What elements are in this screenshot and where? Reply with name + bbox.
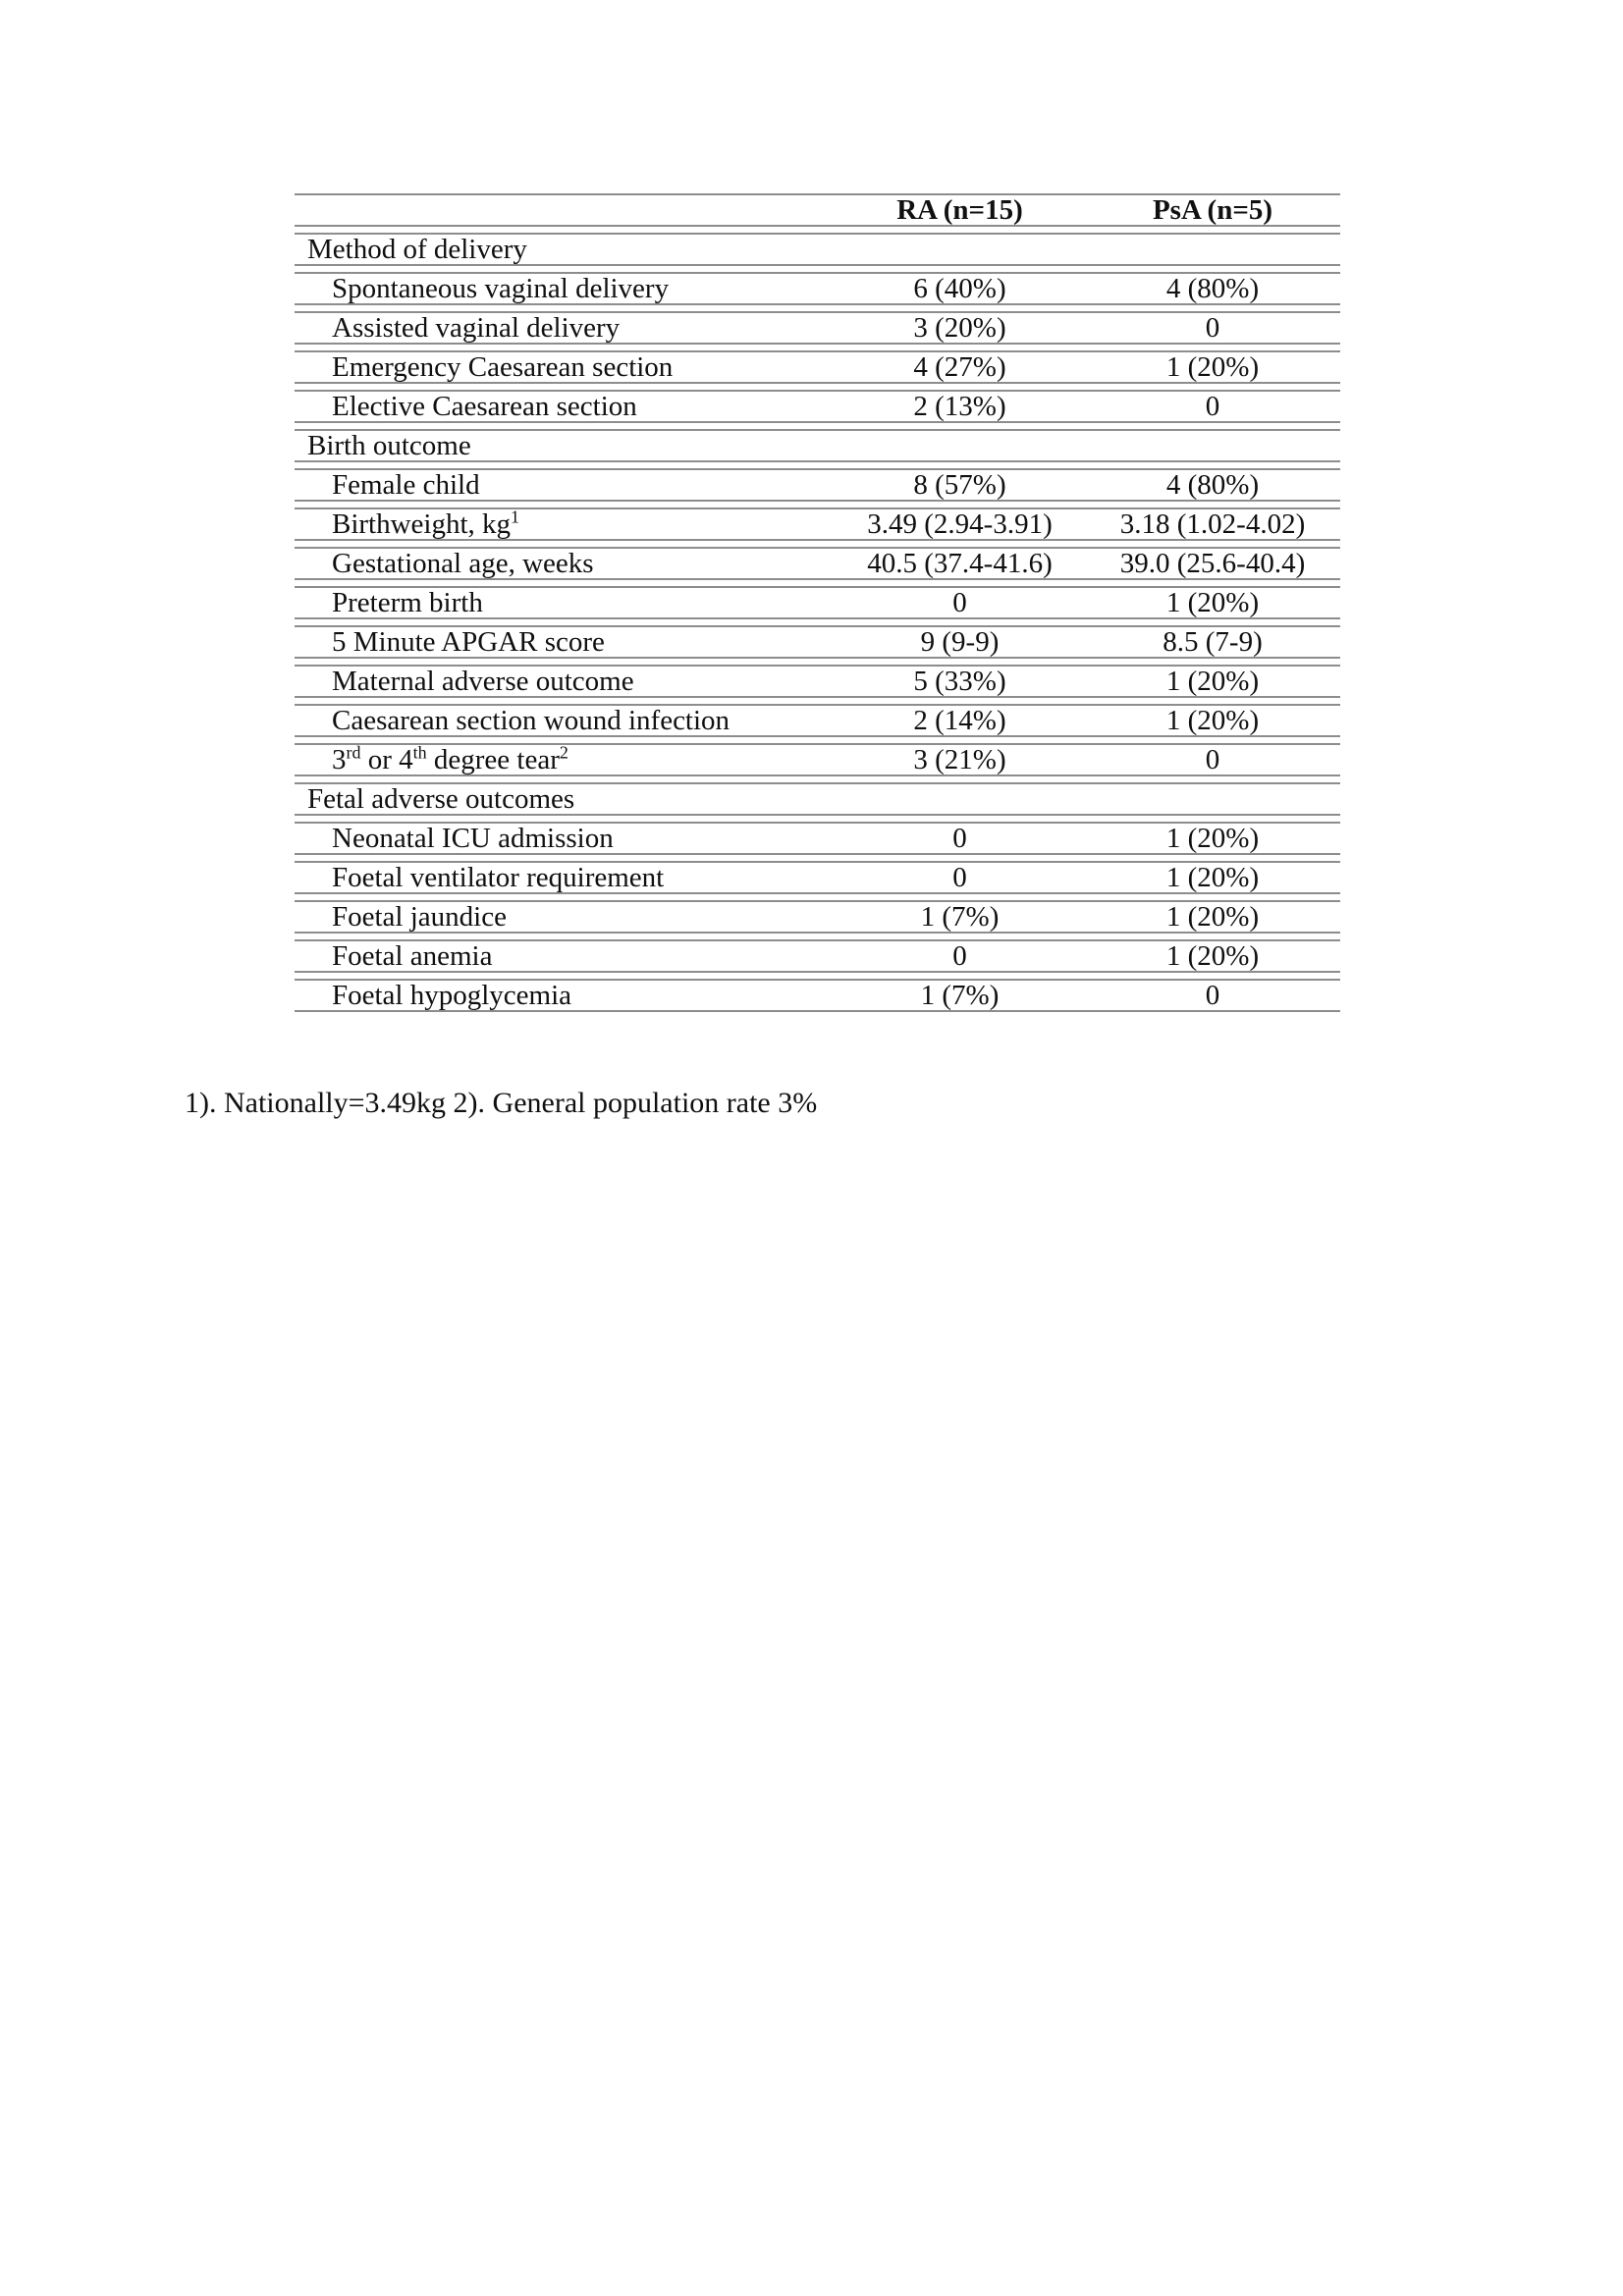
table-row <box>295 625 1340 659</box>
psa-value-cell: 4 (80%) <box>1085 272 1340 305</box>
row-label-cell: 3rd or 4th degree tear$^2$ <box>295 743 835 776</box>
ra-value-cell: 2 (14%) <box>835 704 1085 737</box>
psa-value-cell: 0 <box>1085 390 1340 423</box>
psa-value-cell: 1 (20%) <box>1085 704 1340 737</box>
row-label-cell: Caesarean section wound infection <box>295 704 835 737</box>
column-header-empty <box>295 193 835 227</box>
ra-value-cell: 0 <box>835 822 1085 855</box>
section-header-cell: Method of delivery <box>295 233 1340 266</box>
ra-value-cell: 8 (57%) <box>835 468 1085 502</box>
ra-value-cell: 0 <box>835 586 1085 619</box>
psa-value-cell: 1 (20%) <box>1085 822 1340 855</box>
table-row <box>295 272 1340 305</box>
psa-value-cell: 3.18 (1.02-4.02) <box>1085 507 1340 541</box>
psa-value-cell: 1 (20%) <box>1085 350 1340 384</box>
psa-value-cell: 0 <box>1085 311 1340 345</box>
table-row <box>295 350 1340 384</box>
outcomes-table <box>295 187 1340 1018</box>
row-label-cell: Female child <box>295 468 835 502</box>
superscript: rd <box>346 742 361 763</box>
row-label-cell: Elective Caesarean section <box>295 390 835 423</box>
section-header-cell: Birth outcome <box>295 429 1340 462</box>
ra-value-cell: 5 (33%) <box>835 665 1085 698</box>
ra-value-cell: 9 (9-9) <box>835 625 1085 659</box>
section-header-cell: Fetal adverse outcomes <box>295 782 1340 816</box>
table-row <box>295 939 1340 973</box>
table-row <box>295 979 1340 1012</box>
psa-value-cell: 1 (20%) <box>1085 665 1340 698</box>
table-row <box>295 900 1340 934</box>
table-row <box>295 390 1340 423</box>
ra-value-cell: 4 (27%) <box>835 350 1085 384</box>
psa-value-cell: 1 (20%) <box>1085 586 1340 619</box>
column-header-psa: PsA (n=5) <box>1085 193 1340 227</box>
table-row <box>295 311 1340 345</box>
table-row <box>295 704 1340 737</box>
superscript: th <box>412 742 427 763</box>
row-label-cell: 5 Minute APGAR score <box>295 625 835 659</box>
ra-value-cell: 0 <box>835 861 1085 894</box>
row-label-cell: Neonatal ICU admission <box>295 822 835 855</box>
superscript: 1 <box>511 507 520 527</box>
psa-value-cell: 4 (80%) <box>1085 468 1340 502</box>
ra-value-cell: 40.5 (37.4-41.6) <box>835 547 1085 580</box>
row-label-cell: Foetal ventilator requirement <box>295 861 835 894</box>
section-header-row <box>295 233 1340 266</box>
ra-value-cell: 2 (13%) <box>835 390 1085 423</box>
row-label-cell: Preterm birth <box>295 586 835 619</box>
psa-value-cell: 1 (20%) <box>1085 939 1340 973</box>
table-body <box>295 233 1340 1012</box>
row-label-cell: Birthweight, $kg^1$ <box>295 507 835 541</box>
section-header-row <box>295 782 1340 816</box>
table-row <box>295 822 1340 855</box>
psa-value-cell: 0 <box>1085 743 1340 776</box>
table-row <box>295 861 1340 894</box>
ra-value-cell: 0 <box>835 939 1085 973</box>
psa-value-cell: 0 <box>1085 979 1340 1012</box>
table-header-row <box>295 193 1340 227</box>
row-label-cell: Spontaneous vaginal delivery <box>295 272 835 305</box>
ra-value-cell: 1 (7%) <box>835 979 1085 1012</box>
table-row <box>295 468 1340 502</box>
section-header-row <box>295 429 1340 462</box>
row-label-cell: Gestational age, weeks <box>295 547 835 580</box>
ra-value-cell: 3.49 (2.94-3.91) <box>835 507 1085 541</box>
footnote: 1). Nationally=3.49kg 2). General population rate 3% <box>185 1087 818 1119</box>
row-label-cell: Emergency Caesarean section <box>295 350 835 384</box>
psa-value-cell: 1 (20%) <box>1085 900 1340 934</box>
ra-value-cell: 1 (7%) <box>835 900 1085 934</box>
superscript: 2 <box>559 742 568 763</box>
table-row <box>295 586 1340 619</box>
ra-value-cell: 6 (40%) <box>835 272 1085 305</box>
row-label-cell: Maternal adverse outcome <box>295 665 835 698</box>
column-header-ra: RA (n=15) <box>835 193 1085 227</box>
psa-value-cell: 8.5 (7-9) <box>1085 625 1340 659</box>
table-row <box>295 547 1340 580</box>
row-label-cell: Foetal anemia <box>295 939 835 973</box>
row-label-cell: Assisted vaginal delivery <box>295 311 835 345</box>
psa-value-cell: 1 (20%) <box>1085 861 1340 894</box>
table-row <box>295 507 1340 541</box>
ra-value-cell: 3 (20%) <box>835 311 1085 345</box>
table-row <box>295 665 1340 698</box>
ra-value-cell: 3 (21%) <box>835 743 1085 776</box>
table-row <box>295 743 1340 776</box>
row-label-cell: Foetal jaundice <box>295 900 835 934</box>
row-label-cell: Foetal hypoglycemia <box>295 979 835 1012</box>
psa-value-cell: 39.0 (25.6-40.4) <box>1085 547 1340 580</box>
